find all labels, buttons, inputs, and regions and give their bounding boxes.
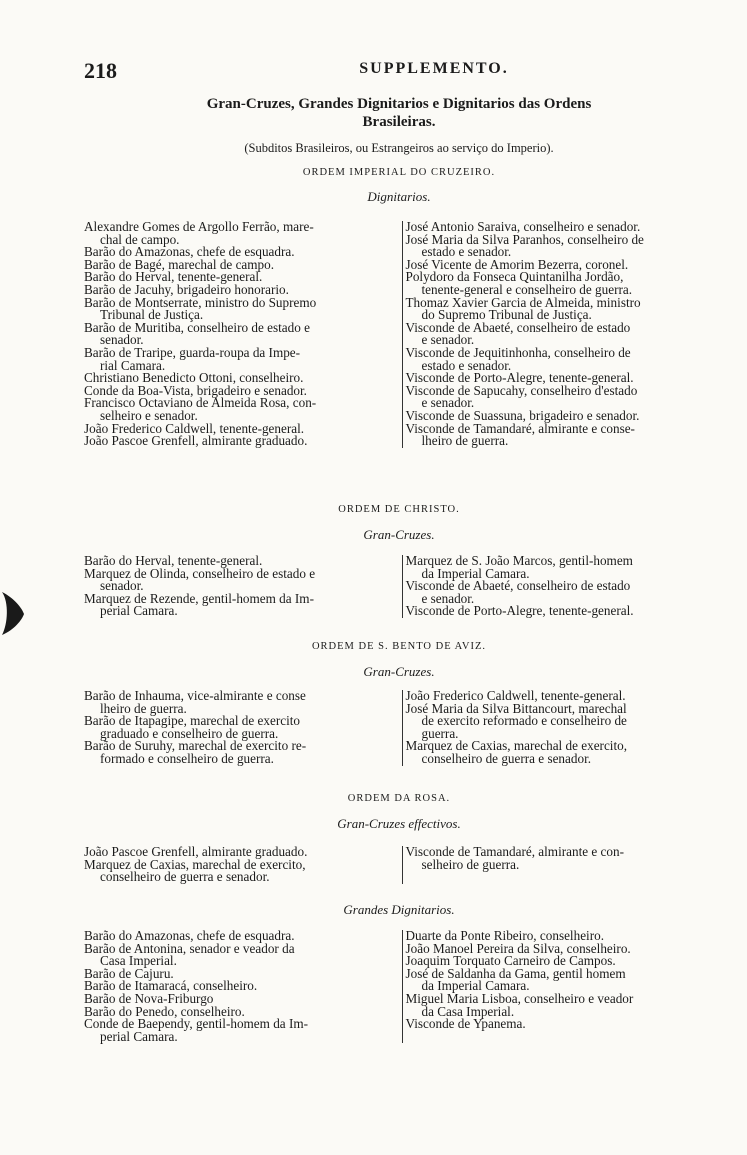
entry-text: Barão do Penedo, conselheiro. bbox=[84, 1003, 245, 1019]
list-entry bbox=[405, 382, 721, 411]
entry-text: Barão de Antonina, senador e veador da bbox=[84, 940, 295, 956]
list-entry bbox=[405, 294, 721, 323]
entry-continuation: rial Camara. bbox=[100, 357, 166, 373]
category-heading: Dignitarios. bbox=[367, 189, 431, 204]
entry-text: Barão de Inhauma, vice-almirante e conse bbox=[84, 688, 306, 703]
category-heading: Grandes Dignitarios. bbox=[343, 902, 455, 917]
entry-continuation: do Supremo Tribunal de Justiça. bbox=[421, 307, 592, 323]
entry-text: Barão de Nova-Friburgo bbox=[84, 990, 214, 1006]
left-column bbox=[84, 690, 402, 766]
entry-continuation: perial Camara. bbox=[100, 1028, 178, 1044]
entry-continuation: da Casa Imperial. bbox=[421, 1003, 515, 1019]
entry-text: José de Saldanha da Gama, gentil homem bbox=[405, 965, 626, 981]
left-column bbox=[84, 221, 402, 448]
list-entry bbox=[84, 740, 399, 765]
entry-text: Visconde de Abaeté, conselheiro de estado bbox=[405, 578, 631, 594]
list-entry bbox=[84, 940, 399, 969]
entry-text: Marquez de Caxias, marechal de exercito, bbox=[405, 738, 628, 754]
entry-text: Marquez de Rezende, gentil-homem da Im- bbox=[84, 590, 314, 606]
left-column bbox=[84, 930, 402, 1043]
entry-text: Barão de Itapagipe, marechal de exercito bbox=[84, 713, 301, 729]
list-entry bbox=[406, 555, 721, 580]
entry-text: João Manoel Pereira da Silva, conselheiro. bbox=[405, 940, 631, 956]
entry-text: Joaquim Torquato Carneiro de Campos. bbox=[405, 953, 616, 969]
entry-text: Visconde de Porto-Alegre, tenente-general. bbox=[405, 370, 634, 386]
entry-continuation: da Imperial Camara. bbox=[421, 565, 530, 581]
entry-continuation: estado e senador. bbox=[421, 357, 512, 373]
entry-text: Barão do Amazonas, chefe de esquadra. bbox=[84, 244, 295, 260]
entry-text: José Vicente de Amorim Bezerra, coronel. bbox=[405, 256, 629, 272]
list-entry bbox=[405, 420, 721, 449]
entry-continuation: formado e conselheiro de guerra. bbox=[100, 750, 274, 766]
list-entry bbox=[406, 846, 721, 871]
list-entry bbox=[84, 715, 399, 740]
list-entry bbox=[84, 319, 399, 348]
entry-continuation: lheiro de guerra. bbox=[100, 700, 187, 716]
entry-continuation: Casa Imperial. bbox=[100, 953, 177, 969]
entry-text: José Antonio Saraiva, conselheiro e senador. bbox=[405, 219, 641, 234]
entry-continuation: e senador. bbox=[421, 590, 475, 606]
entry-text: Marquez de Olinda, conselheiro de estado e bbox=[84, 565, 316, 581]
entry-text: Barão de Jacuhy, brigadeiro honorario. bbox=[84, 281, 289, 297]
entry-text: Barão de Cajuru. bbox=[84, 965, 174, 981]
entry-continuation: tenente-general e conselheiro de guerra. bbox=[421, 281, 633, 297]
entry-text: Barão de Traripe, guarda-roupa da Impe- bbox=[84, 344, 301, 360]
entry-text: Christiano Benedicto Ottoni, conselheiro. bbox=[84, 370, 304, 386]
order-heading-christo: ORDEM DE CHRISTO. bbox=[338, 504, 460, 515]
entry-continuation: estado e senador. bbox=[421, 244, 512, 260]
entry-text: Thomaz Xavier Garcia de Almeida, ministro bbox=[405, 294, 641, 310]
main-title-line-2: Brasileiras. bbox=[362, 114, 436, 130]
entry-text: Barão de Muritiba, conselheiro de estado e bbox=[84, 319, 310, 335]
entry-continuation: chal de campo. bbox=[100, 231, 180, 247]
entry-text: Duarte da Ponte Ribeiro, conselheiro. bbox=[405, 928, 604, 943]
list-entry bbox=[84, 397, 399, 422]
entry-text: Visconde de Suassuna, brigadeiro e senador. bbox=[405, 407, 640, 423]
page-header bbox=[84, 58, 714, 82]
entry-text: João Frederico Caldwell, tenente-general. bbox=[84, 420, 305, 436]
entry-text: Conde da Boa-Vista, brigadeiro e senador. bbox=[84, 382, 307, 398]
list-entry bbox=[405, 700, 721, 741]
category-heading: Gran-Cruzes. bbox=[363, 664, 435, 679]
entry-continuation: da Imperial Camara. bbox=[421, 978, 530, 994]
list-entry bbox=[84, 856, 399, 885]
entry-text: Barão de Montserrate, ministro do Supremo bbox=[84, 294, 317, 310]
running-head: SUPPLEMENTO. bbox=[359, 60, 509, 77]
entry-continuation: e senador. bbox=[421, 332, 475, 348]
right-column bbox=[402, 555, 721, 618]
entry-text: Barão do Amazonas, chefe de esquadra. bbox=[84, 928, 295, 943]
right-column bbox=[402, 221, 721, 448]
entry-continuation: de exercito reformado e conselheiro de bbox=[421, 713, 627, 729]
section-columns bbox=[84, 930, 720, 1043]
entry-continuation: e senador. bbox=[421, 395, 475, 411]
category-heading: Gran-Cruzes. bbox=[363, 527, 435, 542]
list-entry bbox=[84, 590, 399, 619]
list-entry bbox=[406, 740, 721, 765]
entry-text: Visconde de Abaeté, conselheiro de estado bbox=[405, 319, 631, 335]
entry-text: Alexandre Gomes de Argollo Ferrão, mare- bbox=[84, 219, 314, 234]
entry-text: Miguel Maria Lisboa, conselheiro e veador bbox=[405, 990, 634, 1006]
entry-text: Polydoro da Fonseca Quintanilha Jordão, bbox=[405, 269, 624, 285]
list-entry bbox=[405, 231, 721, 260]
left-column bbox=[84, 555, 402, 618]
entry-text: Francisco Octaviano de Almeida Rosa, con- bbox=[84, 395, 317, 411]
entry-continuation: conselheiro de guerra e senador. bbox=[100, 869, 270, 885]
entry-continuation: selheiro e senador. bbox=[100, 407, 198, 423]
left-column bbox=[84, 846, 402, 884]
entry-continuation: senador. bbox=[100, 578, 144, 594]
list-entry bbox=[406, 271, 721, 296]
list-entry bbox=[84, 690, 399, 715]
category-heading: Gran-Cruzes effectivos. bbox=[337, 816, 461, 831]
entry-text: Conde de Baependy, gentil-homem da Im- bbox=[84, 1016, 308, 1032]
list-entry bbox=[406, 580, 721, 605]
entry-text: José Maria da Silva Paranhos, conselheiro de bbox=[405, 231, 644, 247]
entry-text: Barão de Bagé, marechal de campo. bbox=[84, 256, 275, 272]
section-columns bbox=[84, 846, 720, 884]
entry-text: Barão do Herval, tenente-general. bbox=[84, 553, 263, 568]
list-entry bbox=[84, 294, 399, 323]
entry-continuation: senador. bbox=[100, 332, 144, 348]
entry-text: João Pascoe Grenfell, almirante graduado. bbox=[84, 433, 308, 449]
entry-continuation: conselheiro de guerra e senador. bbox=[421, 750, 592, 766]
section-columns bbox=[84, 690, 720, 766]
list-entry bbox=[84, 565, 399, 594]
list-entry bbox=[406, 1018, 721, 1031]
page-number: 218 bbox=[84, 58, 117, 83]
entry-text: Visconde de Sapucahy, conselheiro d'estado bbox=[405, 382, 638, 398]
entry-text: Visconde de Ypanema. bbox=[405, 1016, 526, 1032]
entry-continuation: selheiro de guerra. bbox=[421, 856, 520, 872]
entry-text: José Maria da Silva Bittancourt, marechal bbox=[405, 700, 627, 716]
list-entry bbox=[405, 319, 721, 348]
list-entry bbox=[84, 435, 399, 448]
order-heading-cruzeiro: ORDEM IMPERIAL DO CRUZEIRO. bbox=[302, 167, 496, 178]
entry-text: Visconde de Porto-Alegre, tenente-general. bbox=[405, 603, 634, 619]
entry-text: Visconde de Tamandaré, almirante e conse- bbox=[405, 420, 635, 436]
entry-continuation: guerra. bbox=[421, 725, 459, 741]
main-title-line-1: Gran-Cruzes, Grandes Dignitarios e Dignitarios das Ordens bbox=[206, 96, 592, 112]
entry-text: João Frederico Caldwell, tenente-general. bbox=[405, 688, 626, 703]
order-heading-aviz: ORDEM DE S. BENTO DE AVIZ. bbox=[311, 641, 487, 652]
entry-continuation: lheiro de guerra. bbox=[421, 433, 509, 449]
section-columns bbox=[84, 221, 720, 448]
entry-text: Visconde de Jequitinhonha, conselheiro de bbox=[405, 344, 631, 360]
entry-text: Barão do Herval, tenente-general. bbox=[84, 269, 263, 285]
right-column bbox=[402, 930, 721, 1043]
entry-text: Barão de Itamaracá, conselheiro. bbox=[84, 978, 258, 994]
right-column bbox=[402, 690, 721, 766]
entry-text: João Pascoe Grenfell, almirante graduado. bbox=[84, 844, 308, 859]
entry-text: Visconde de Tamandaré, almirante e con- bbox=[405, 844, 624, 859]
list-entry bbox=[84, 344, 399, 373]
list-entry bbox=[405, 344, 721, 373]
section-columns bbox=[84, 555, 720, 618]
list-entry bbox=[84, 1018, 399, 1043]
entry-continuation: perial Camara. bbox=[100, 603, 178, 619]
entry-text: Marquez de S. João Marcos, gentil-homem bbox=[405, 553, 633, 568]
list-entry bbox=[405, 990, 721, 1019]
entry-continuation: Tribunal de Justiça. bbox=[100, 307, 204, 323]
subtitle: (Subditos Brasileiros, ou Estrangeiros ao serviço do Imperio). bbox=[244, 141, 554, 155]
list-entry bbox=[406, 605, 721, 618]
order-heading-rosa: ORDEM DA ROSA. bbox=[347, 793, 451, 804]
list-entry bbox=[84, 221, 399, 246]
entry-continuation: graduado e conselheiro de guerra. bbox=[100, 725, 279, 741]
right-column bbox=[402, 846, 721, 884]
margin-ink-mark bbox=[0, 588, 26, 638]
list-entry bbox=[405, 965, 721, 994]
entry-text: Marquez de Caxias, marechal de exercito, bbox=[84, 856, 306, 872]
entry-text: Barão de Suruhy, marechal de exercito re- bbox=[84, 738, 307, 754]
